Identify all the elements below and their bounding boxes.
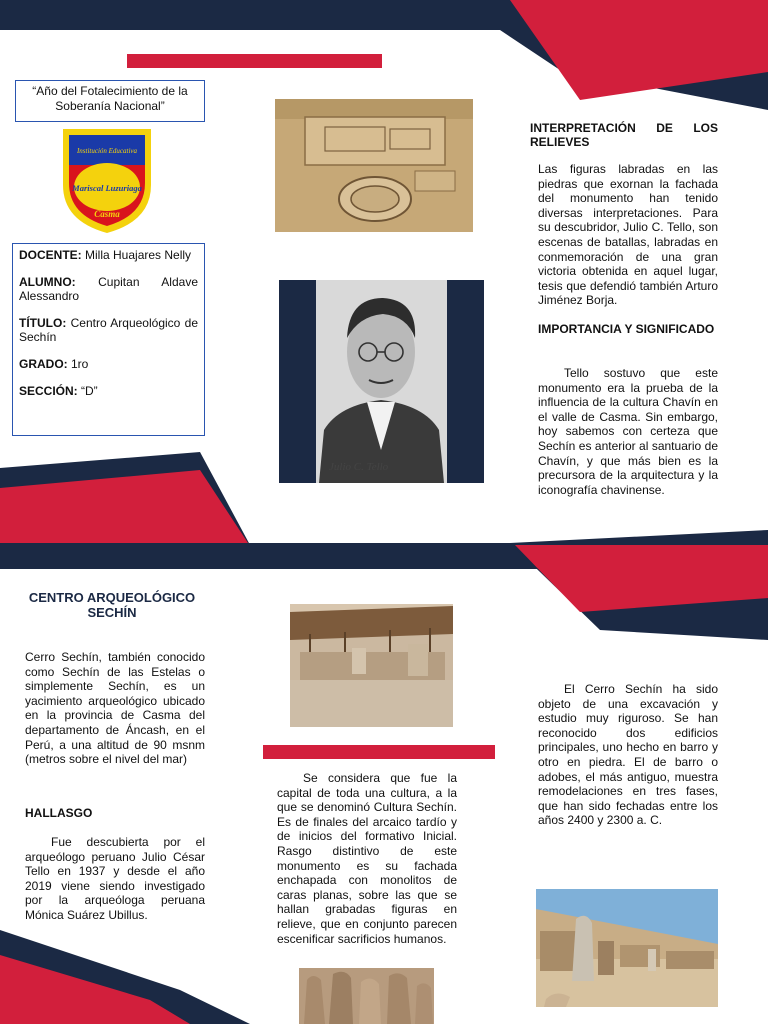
- stone-wall-photo: [536, 889, 718, 1007]
- roofed-site-photo: [290, 604, 453, 727]
- importance-text: Tello sostuvo que este monumento era la prueba de la influencia de la cultura Chavín en el valle de Casma. Sin embargo, hoy sabemos con certeza que Sechín es anterior al santuario de Chavín, y que más bien es la precursora de la arquitectura y la iconografía chavinense.: [538, 366, 718, 497]
- top-red-bar: [127, 54, 382, 68]
- center-heading: CENTRO ARQUEOLÓGICO SECHÍN: [28, 590, 196, 620]
- capital-text: Se considera que fue la capital de toda una cultura, a la que se denominó Cultura Sechín. Es de finales del arcaico tardío y de inicios del formativo Inicial. Rasgo distintivo de este monumento es su fachada enchapada con monolitos de caras planas, sobre las que se hallan grabadas figuras en relieve, que en conjunto parecen escenificar sacrificios humanos.: [277, 771, 457, 946]
- interpretation-text: Las figuras labradas en las piedras que exornan la fachada del monumento han tenido diversas interpretaciones. Para su descubridor, Julio C. Tello, son escenas de batallas, labradas en conmemoración de una gran victoria obtenida en aquel lugar, tesis que defendió también Arturo Jiménez Borja.: [538, 162, 718, 308]
- teacher-row: DOCENTE: Milla Huajares Nelly: [19, 248, 192, 262]
- finding-heading: HALLASGO: [25, 806, 93, 820]
- stelae-photo: [299, 968, 434, 1024]
- title-row: TÍTULO: Centro Arqueológico de Sechín: [19, 315, 198, 345]
- logo-line3: Casma: [94, 209, 120, 219]
- grade-row: GRADO: 1ro: [19, 356, 89, 371]
- interpretation-heading: INTERPRETACIÓN DE LOS RELIEVES: [530, 121, 718, 149]
- student-info-box: [12, 243, 205, 436]
- finding-text: Fue descubierta por el arqueólogo peruano Julio César Tello en 1937 y desde el año 2019 viene siendo investigado por la arqueóloga peruana Mónica Suárez Ubillus.: [25, 835, 205, 922]
- student-row: ALUMNO: Cupitan Aldave Alessandro: [19, 274, 198, 304]
- motto-text: “Año del Fotalecimiento de la Soberanía Nacional”: [32, 84, 188, 113]
- logo-line1: Institución Educativa: [76, 147, 138, 155]
- section-row: SECCIÓN: “D”: [19, 383, 98, 398]
- excavation-text: El Cerro Sechín ha sido objeto de una excavación y estudio muy riguroso. Se han reconocido dos edificios principales, uno hecho en barro y otro en piedra. El de barro o adobes, el más antiguo, muestra remodelaciones en tres fases, que han sido fechadas entre los años 2400 y 2300 a. C.: [538, 682, 718, 828]
- middle-red-bar: [263, 745, 495, 759]
- importance-heading: IMPORTANCIA Y SIGNIFICADO: [538, 322, 715, 336]
- portrait-signature: Julio C. Tello: [329, 461, 389, 473]
- school-logo: [57, 125, 157, 235]
- motto-box: [15, 80, 205, 122]
- logo-line2: Mariscal Luzuriaga: [72, 183, 142, 193]
- portrait-photo-frame: [279, 280, 484, 483]
- aerial-site-photo: [275, 99, 473, 232]
- center-text: Cerro Sechín, también conocido como Sechín de las Estelas o simplemente Sechín, es un yacimiento arqueológico ubicado en la provincia de Casma del departamento de Áncash, en el Perú, a una altitud de 90 msnm (metros sobre el nivel del mar): [25, 650, 205, 767]
